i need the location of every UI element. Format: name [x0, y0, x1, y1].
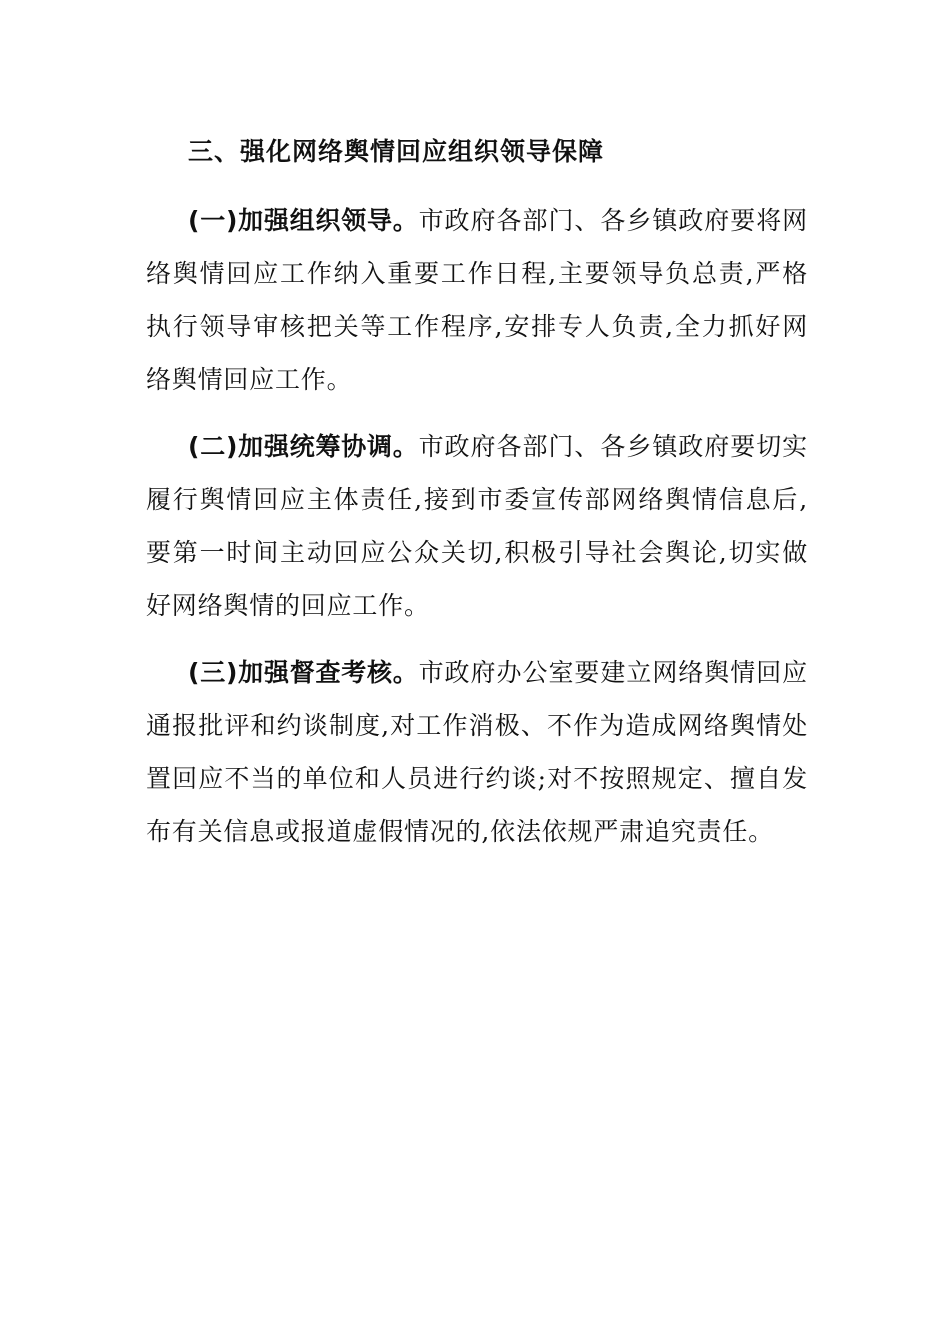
paragraph-coordination: [146, 420, 808, 632]
paragraph-text: 市政府各部门、各乡镇政府要切实履行舆情回应主体责任,接到市委宣传部网络舆情信息后,要第一时间主动回应公众关切,积极引导社会舆论,切实做好网络舆情的回应工作。: [146, 432, 808, 620]
paragraph-lead: (一)加强组织领导。: [188, 206, 419, 235]
paragraph-lead: (三)加强督查考核。: [188, 658, 419, 687]
paragraph-text: 市政府各部门、各乡镇政府要将网络舆情回应工作纳入重要工作日程,主要领导负总责,严格执行领导审核把关等工作程序,安排专人负责,全力抓好网络舆情回应工作。: [146, 206, 808, 394]
paragraph-text: 市政府办公室要建立网络舆情回应通报批评和约谈制度,对工作消极、不作为造成网络舆情处置回应不当的单位和人员进行约谈;对不按照规定、擅自发布有关信息或报道虚假情况的,依法依规严肃追究责任。: [146, 658, 808, 846]
document-body: [146, 128, 808, 872]
paragraph-supervision: [146, 646, 808, 858]
paragraph-lead: (二)加强统筹协调。: [188, 432, 419, 461]
section-heading: 三、强化网络舆情回应组织领导保障: [188, 137, 605, 166]
paragraph-organization-leadership: [146, 194, 808, 406]
